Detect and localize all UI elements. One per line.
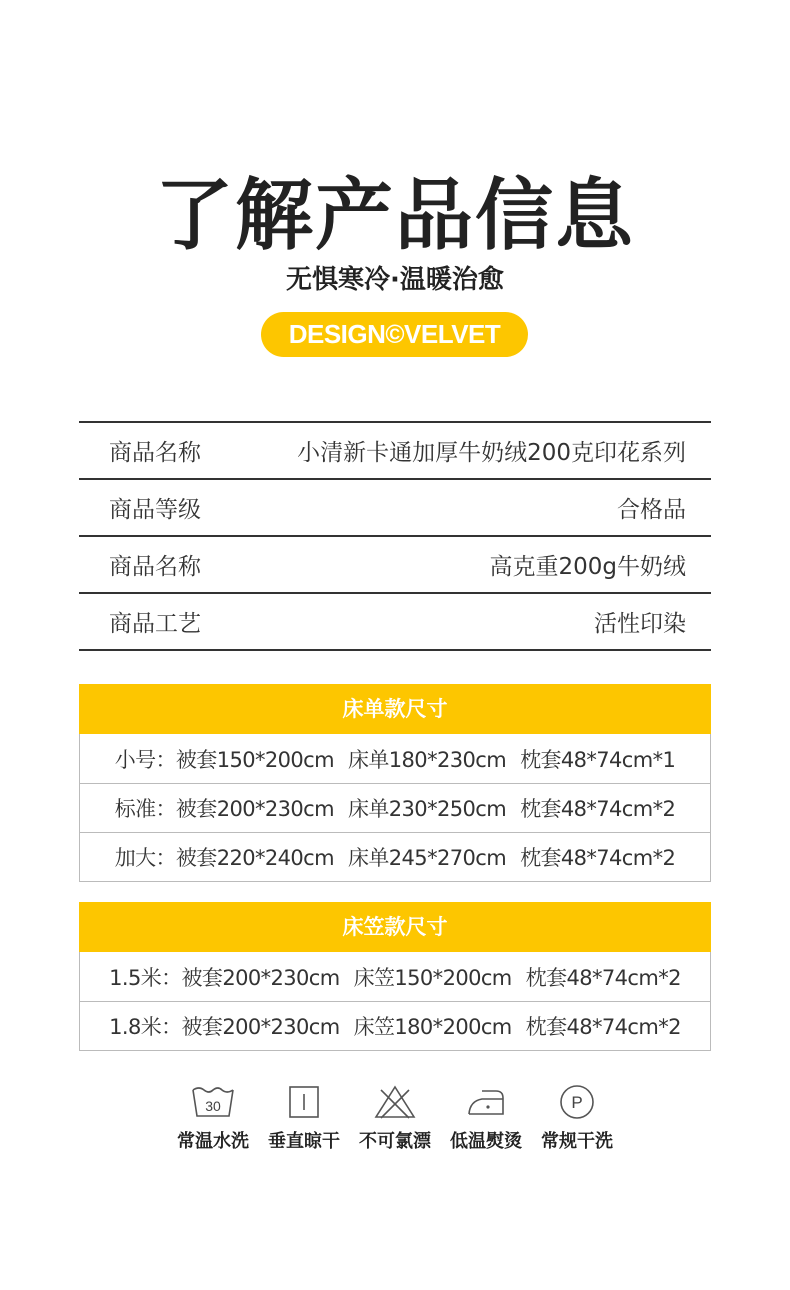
care-instructions xyxy=(170,1083,620,1153)
care-item xyxy=(261,1083,347,1153)
size-label: 标准： xyxy=(114,797,176,821)
sheet-size: 床单180*230cm xyxy=(347,747,507,772)
care-item xyxy=(170,1083,256,1153)
info-key: 商品名称 xyxy=(109,440,201,466)
info-value: 高克重200g牛奶绒 xyxy=(489,554,686,580)
sheet-size-table xyxy=(79,684,711,882)
info-key: 商品名称 xyxy=(109,554,201,580)
care-label: 低温熨烫 xyxy=(450,1131,522,1152)
care-label: 常温水洗 xyxy=(177,1131,249,1152)
size-label: 加大： xyxy=(114,846,176,870)
fitted-sheet-size: 床笠150*200cm xyxy=(353,965,512,990)
fitted-sheet-size: 床笠180*200cm xyxy=(353,1015,512,1039)
info-value: 合格品 xyxy=(617,497,686,523)
table-row xyxy=(80,734,710,783)
care-label: 常规干洗 xyxy=(541,1131,613,1152)
care-item xyxy=(443,1083,529,1153)
sheet-size: 床单245*270cm xyxy=(347,846,507,870)
size-label: 1.8米： xyxy=(109,1015,182,1039)
info-value: 活性印染 xyxy=(594,611,686,637)
table-row xyxy=(80,783,710,832)
care-label: 不可氯漂 xyxy=(359,1131,431,1152)
duvet-size: 被套200*230cm xyxy=(181,965,340,990)
size-label: 1.5米： xyxy=(109,965,182,990)
duvet-size: 被套200*230cm xyxy=(181,1015,340,1039)
wash-temp-text: 30 xyxy=(205,1098,221,1114)
table-row xyxy=(80,832,710,881)
info-row xyxy=(79,537,711,594)
care-label: 垂直晾干 xyxy=(268,1131,340,1152)
sheet-size-title: 床单款尺寸 xyxy=(79,684,711,734)
page-title: 了解产品信息 xyxy=(154,171,635,261)
page-subtitle: 无惧寒冷·温暖治愈 xyxy=(286,265,504,295)
care-item xyxy=(534,1083,620,1153)
pillow-size: 枕套48*74cm*2 xyxy=(520,797,676,821)
pillow-size: 枕套48*74cm*2 xyxy=(525,965,681,990)
info-key: 商品等级 xyxy=(109,497,201,523)
pillow-size: 枕套48*74cm*2 xyxy=(520,846,676,870)
wash-30-icon xyxy=(191,1083,235,1121)
drip-dry-icon xyxy=(282,1083,326,1121)
no-bleach-icon xyxy=(373,1083,417,1121)
table-row xyxy=(80,952,710,1001)
fitted-size-title: 床笠款尺寸 xyxy=(79,902,711,952)
pillow-size: 枕套48*74cm*2 xyxy=(525,1015,681,1039)
duvet-size: 被套200*230cm xyxy=(175,797,334,821)
sheet-size: 床单230*250cm xyxy=(347,797,507,821)
info-row xyxy=(79,480,711,537)
info-value: 小清新卡通加厚牛奶绒200克印花系列 xyxy=(297,440,686,466)
duvet-size: 被套150*200cm xyxy=(175,747,334,772)
table-row xyxy=(80,1001,710,1050)
fitted-size-table xyxy=(79,902,711,1051)
duvet-size: 被套220*240cm xyxy=(175,846,334,870)
info-row xyxy=(79,594,711,651)
care-item xyxy=(352,1083,438,1153)
low-iron-icon xyxy=(464,1083,508,1121)
dry-clean-letter: P xyxy=(571,1093,583,1112)
brand-badge: DESIGN©VELVET xyxy=(261,312,528,357)
info-key: 商品工艺 xyxy=(109,611,201,637)
info-row xyxy=(79,423,711,480)
product-info-table xyxy=(79,421,711,651)
size-label: 小号： xyxy=(114,747,176,772)
dry-clean-p-icon xyxy=(555,1083,599,1121)
pillow-size: 枕套48*74cm*1 xyxy=(520,747,676,772)
